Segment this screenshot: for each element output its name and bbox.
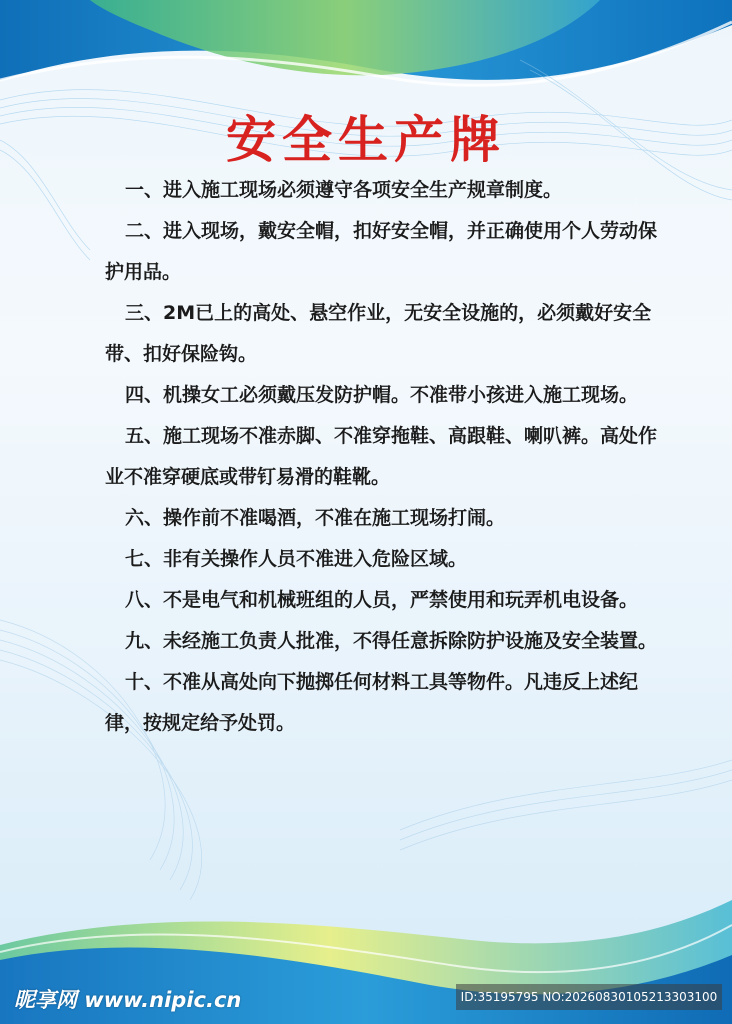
rules-list: [105, 170, 665, 744]
rule-item: 十、不准从高处向下抛掷任何材料工具等物件。凡违反上述纪律，按规定给予处罚。: [105, 671, 639, 734]
watermark-logo: 昵享网 www.nipic.cn: [14, 988, 242, 1012]
rule-item: 三、2M已上的高处、悬空作业，无安全设施的，必须戴好安全带、扣好保险钩。: [105, 302, 652, 365]
rule-item: 四、机操女工必须戴压发防护帽。不准带小孩进入施工现场。: [125, 384, 639, 406]
rule-item: 二、进入现场，戴安全帽，扣好安全帽，并正确使用个人劳动保护用品。: [105, 220, 658, 283]
image-id-label: ID:35195795 NO:20260830105213303100: [456, 984, 722, 1010]
page-title: 安全生产牌: [226, 111, 506, 169]
rule-item: 六、操作前不准喝酒，不准在施工现场打闹。: [125, 507, 506, 529]
rule-item: 八、不是电气和机械班组的人员，严禁使用和玩弄机电设备。: [125, 589, 639, 611]
rule-item: 九、未经施工负责人批准，不得任意拆除防护设施及安全装置。: [125, 630, 658, 652]
rule-item: 一、进入施工现场必须遵守各项安全生产规章制度。: [125, 179, 563, 201]
rule-item: 七、非有关操作人员不准进入危险区域。: [125, 548, 468, 570]
rule-item: 五、施工现场不准赤脚、不准穿拖鞋、高跟鞋、喇叭裤。高处作业不准穿硬底或带钉易滑的鞋靴。: [105, 425, 658, 488]
